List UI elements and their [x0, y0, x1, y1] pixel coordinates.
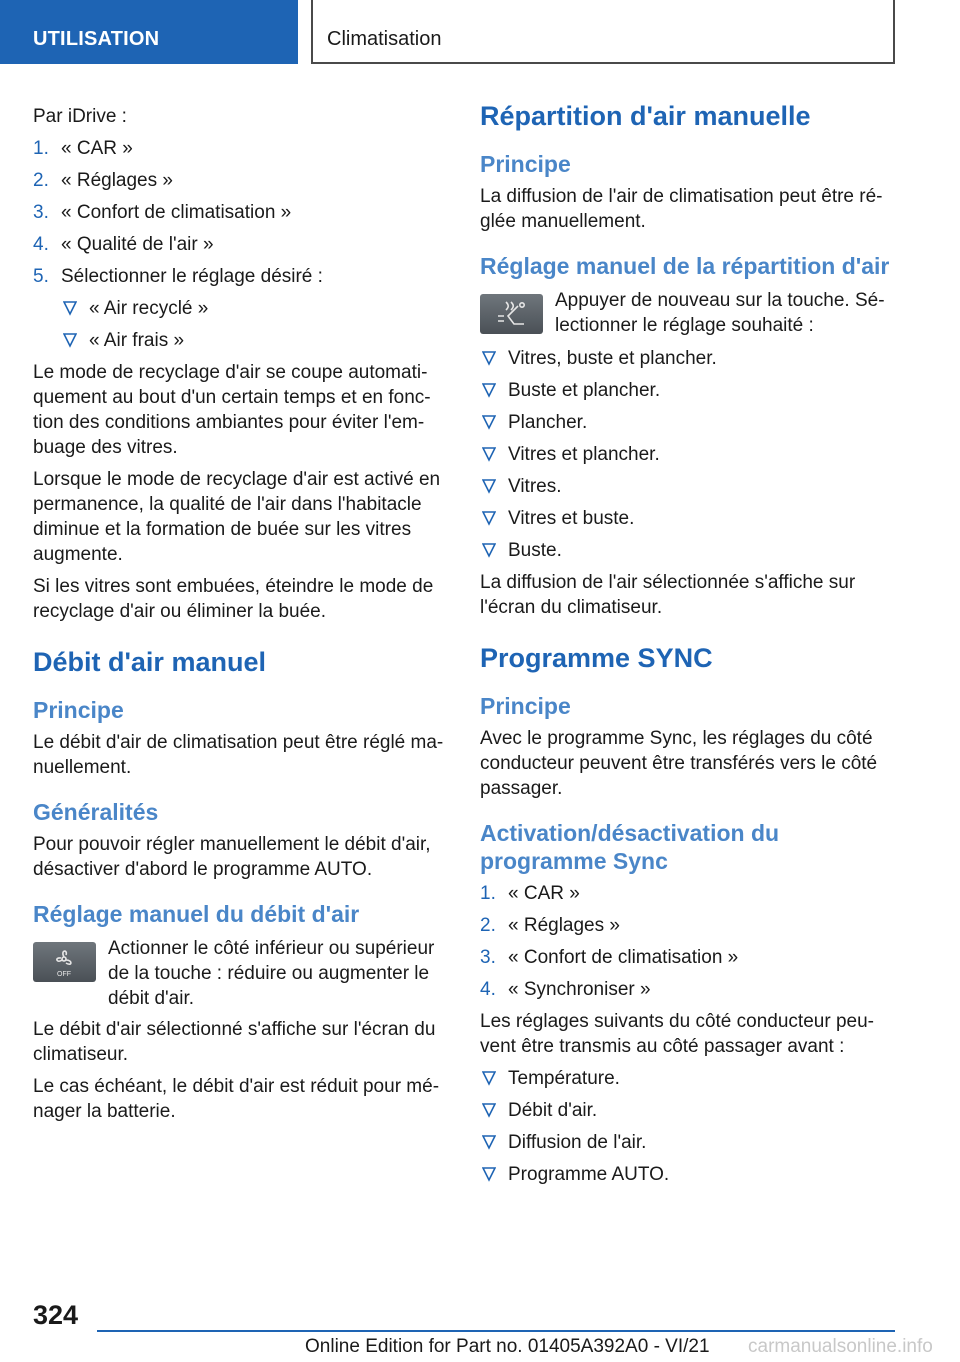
- list-item: Débit d'air.: [480, 1098, 892, 1123]
- list-item: Programme AUTO.: [480, 1162, 892, 1187]
- step-item: 4. « Qualité de l'air »: [33, 234, 214, 255]
- triangle-bullet-icon: [482, 1165, 496, 1183]
- paragraph: Avec le programme Sync, les réglages du côté conducteur peuvent être transférés vers le côté passager.: [480, 728, 878, 799]
- step-number: 2.: [480, 915, 496, 936]
- instruction-text: Appuyer de nouveau sur la touche. Sélectionner le réglage souhaité :: [555, 290, 885, 336]
- list-item: Vitres.: [480, 474, 892, 499]
- step-number: 3.: [480, 947, 496, 968]
- subheading-reglage-debit: Réglage manuel du débit d'air: [33, 901, 360, 927]
- intro-text: Par iDrive :: [33, 106, 127, 127]
- section-title: UTILISATION: [33, 28, 160, 50]
- paragraph: Les réglages suivants du côté conducteur peuvent être transmis au côté passager avant :: [480, 1011, 874, 1057]
- step-item: 3. « Confort de climatisation »: [33, 202, 292, 223]
- distribution-options: [480, 346, 892, 563]
- button-instruction: [33, 936, 447, 1011]
- triangle-bullet-icon: [482, 477, 496, 495]
- watermark-text: carmanualsonline.info: [748, 1336, 933, 1357]
- list-item: Buste et plancher.: [480, 378, 892, 403]
- triangle-bullet-icon: [482, 445, 496, 463]
- subheading-principe: Principe: [480, 693, 571, 719]
- list-item: « Air frais »: [61, 328, 447, 353]
- list-item: Vitres et plancher.: [480, 442, 892, 467]
- paragraph: Lorsque le mode de recyclage d'air est activé en permanence, la qualité de l'air dans l'habitacle diminue et la formation de buée sur les vitres augmente.: [33, 469, 441, 565]
- step-number: 5.: [33, 266, 49, 287]
- chapter-tab: [311, 0, 895, 64]
- page-number: 324: [33, 1300, 79, 1330]
- button-instruction: [480, 288, 892, 340]
- step-number: 3.: [33, 202, 49, 223]
- list-item: Température.: [480, 1066, 892, 1091]
- step-item: 2. « Réglages »: [33, 170, 173, 191]
- step-number: 4.: [33, 234, 49, 255]
- right-column: [480, 100, 892, 1194]
- subheading-reglage-repartition: Réglage manuel de la répartition d'air: [480, 253, 890, 279]
- step-item: 1. « CAR »: [33, 138, 133, 159]
- sync-steps: [480, 881, 892, 1002]
- step-item: 1. « CAR »: [480, 883, 580, 904]
- svg-text:OFF: OFF: [57, 971, 71, 978]
- paragraph: Si les vitres sont embuées, éteindre le mode de recyclage d'air ou éliminer la buée.: [33, 576, 434, 622]
- paragraph: Le mode de recyclage d'air se coupe automatiquement au bout d'un certain temps et en fonction des conditions ambiantes pour éviter l'embuage des vitres.: [33, 362, 431, 458]
- list-item: Buste.: [480, 538, 892, 563]
- step-item: 2. « Réglages »: [480, 915, 620, 936]
- subheading-principe: Principe: [480, 151, 571, 177]
- triangle-bullet-icon: [63, 331, 77, 349]
- subheading-principe: Principe: [33, 697, 124, 723]
- heading-debit-air: Débit d'air manuel: [33, 647, 266, 677]
- triangle-bullet-icon: [482, 349, 496, 367]
- step-number: 1.: [480, 883, 496, 904]
- air-distribution-button-icon: [480, 294, 543, 334]
- substep-list: [33, 296, 447, 353]
- step-number: 1.: [33, 138, 49, 159]
- transmit-list: [480, 1066, 892, 1187]
- left-column: [33, 100, 447, 1131]
- paragraph: La diffusion de l'air sélectionnée s'affiche sur l'écran du climatiseur.: [480, 572, 856, 618]
- paragraph: Pour pouvoir régler manuellement le débit d'air, désactiver d'abord le programme AUTO.: [33, 834, 431, 880]
- footer-divider: [97, 1330, 895, 1332]
- triangle-bullet-icon: [63, 299, 77, 317]
- triangle-bullet-icon: [482, 1101, 496, 1119]
- chapter-title: Climatisation: [327, 28, 442, 50]
- section-tab: [0, 0, 298, 64]
- list-item: Plancher.: [480, 410, 892, 435]
- instruction-text: Actionner le côté inférieur ou supérieur de la touche : réduire ou augmenter le débit d'air.: [108, 938, 435, 1009]
- edition-text: Online Edition for Part no. 01405A392A0 - VI/21: [305, 1336, 710, 1357]
- list-item: « Air recyclé »: [61, 296, 447, 321]
- triangle-bullet-icon: [482, 1069, 496, 1087]
- step-item: 5. Sélectionner le réglage désiré :: [33, 266, 323, 287]
- fan-off-button-icon: [33, 942, 96, 982]
- triangle-bullet-icon: [482, 1133, 496, 1151]
- paragraph: Le cas échéant, le débit d'air est réduit pour ménager la batterie.: [33, 1076, 440, 1122]
- step-number: 4.: [480, 979, 496, 1000]
- step-number: 2.: [33, 170, 49, 191]
- idrive-steps: [33, 136, 447, 289]
- list-item: Vitres et buste.: [480, 506, 892, 531]
- list-item: Diffusion de l'air.: [480, 1130, 892, 1155]
- step-item: 3. « Confort de climatisation »: [480, 947, 739, 968]
- triangle-bullet-icon: [482, 413, 496, 431]
- paragraph: Le débit d'air sélectionné s'affiche sur l'écran du climatiseur.: [33, 1019, 436, 1065]
- subheading-generalites: Généralités: [33, 799, 159, 825]
- paragraph: Le débit d'air de climatisation peut être réglé manuellement.: [33, 732, 444, 778]
- heading-sync: Programme SYNC: [480, 643, 713, 673]
- list-item: Vitres, buste et plancher.: [480, 346, 892, 371]
- triangle-bullet-icon: [482, 509, 496, 527]
- step-item: 4. « Synchroniser »: [480, 979, 651, 1000]
- heading-repartition: Répartition d'air manuelle: [480, 101, 811, 131]
- subheading-activation-sync: Activation/désactivation du programme Sync: [480, 820, 780, 874]
- triangle-bullet-icon: [482, 381, 496, 399]
- triangle-bullet-icon: [482, 541, 496, 559]
- paragraph: La diffusion de l'air de climatisation peut être réglée manuellement.: [480, 186, 883, 232]
